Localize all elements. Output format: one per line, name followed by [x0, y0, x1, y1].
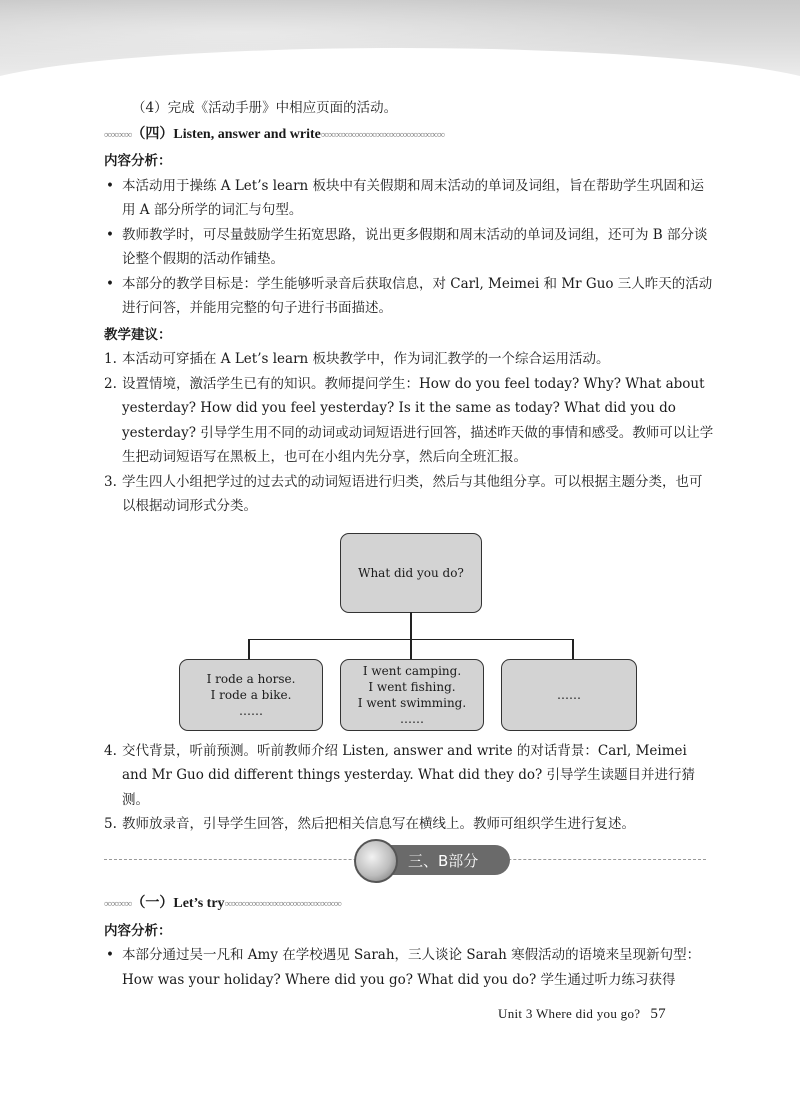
step-number: 5.: [104, 816, 117, 832]
bullet-text: 教师教学时，可尽量鼓励学生拓宽思路，说出更多假期和周末活动的单词及词组，还可为 B 部分谈论整个假期的活动作铺垫。: [122, 226, 708, 267]
part-b-badge: [364, 845, 510, 875]
step-2: [104, 372, 714, 470]
diagram-child-box-2: [340, 659, 484, 731]
bullet-dot: •: [106, 226, 114, 243]
step-text: 教师放录音，引导学生回答，然后把相关信息写在横线上。教师可组织学生进行复述。: [122, 816, 635, 832]
title-dots-right: ∞∞∞∞∞∞∞∞∞∞∞∞∞∞∞∞∞: [224, 898, 341, 910]
section-4-title: [104, 123, 714, 148]
diagram-root-text: What did you do?: [358, 565, 464, 580]
page-number: 57: [650, 1006, 666, 1022]
step-text: 交代背景，听前预测。听前教师介绍 Listen, answer and write 的对话背景：Carl, Meimei and Mr Guo did different things yesterday. What did they do? 引导学生读题目并进行猜测。: [122, 742, 695, 808]
connector-left: [248, 639, 250, 659]
footer-unit: Unit 3 Where did you go?: [498, 1006, 641, 1021]
tree-diagram: [104, 533, 714, 733]
step-number: 3.: [104, 473, 117, 490]
bullet-dot: •: [106, 947, 114, 963]
child-line: I went fishing.: [368, 679, 456, 694]
section-b1-title: [104, 892, 714, 917]
bullet-text: 本部分的教学目标是：学生能够听录音后获取信息，对 Carl, Meimei 和 Mr Guo 三人昨天的活动进行问答，并能用完整的句子进行书面描述。: [122, 275, 713, 316]
step-text: 设置情境，激活学生已有的知识。教师提问学生：How do you feel today? Why? What about yesterday? How did you feel yesterday? Is it the same as today? What did you do yesterday? 引导学生用不同的动词或动词短语进行回答，描述昨天做的事情和感受。教师可以让学生把动词短语写在黑板上，也可在小组内先分享，然后向全班汇报。: [122, 375, 714, 465]
title-dots-right: ∞∞∞∞∞∞∞∞∞∞∞∞∞∞∞∞∞∞: [320, 128, 445, 141]
step-5: [104, 812, 714, 837]
diagram-root-box: [340, 533, 482, 613]
connector-right: [572, 639, 574, 659]
step-number: 1.: [104, 351, 117, 367]
step-number: 4.: [104, 742, 117, 759]
analysis-label: 内容分析：: [104, 153, 172, 169]
analysis-bullet-3: [104, 272, 714, 321]
title-dots-left: ∞∞∞∞: [104, 128, 132, 141]
step-4: [104, 739, 714, 813]
analysis-bullet-1: [104, 174, 714, 223]
child-line: ……: [557, 687, 581, 702]
bullet-dot: •: [106, 177, 114, 194]
page-footer: [498, 1006, 666, 1023]
step-1: [104, 347, 714, 372]
analysis-label-b: 内容分析：: [104, 922, 172, 939]
step-3: [104, 470, 714, 519]
child-line: I rode a bike.: [210, 687, 292, 702]
bullet-text: 本活动用于操练 A Let’s learn 板块中有关假期和周末活动的单词及词组，旨在帮助学生巩固和运用 A 部分所学的词汇与句型。: [122, 177, 705, 218]
bullet-dot: •: [106, 275, 114, 292]
diagram-child-box-1: [179, 659, 323, 731]
connector-middle: [410, 639, 412, 659]
child-line: ……: [400, 711, 424, 726]
title-dots-left: ∞∞∞∞: [104, 898, 132, 910]
badge-emblem-icon: [354, 839, 398, 883]
suggest-label: 教学建议：: [104, 326, 172, 343]
bullet-text: 本部分通过吴一凡和 Amy 在学校遇见 Sarah，三人谈论 Sarah 寒假活动的语境来呈现新句型：How was your holiday? Where did you go? What did you do? 学生通过听力练习获得: [122, 947, 701, 988]
part-b-content: [104, 890, 714, 992]
step-number: 2.: [104, 375, 117, 392]
section-4-title-text: （四）Listen, answer and write: [131, 126, 321, 142]
child-line: I went camping.: [362, 663, 462, 678]
child-line: ……: [239, 703, 263, 718]
step-text: 学生四人小组把学过的过去式的动词短语进行归类，然后与其他组分享。可以根据主题分类，也可以根据动词形式分类。: [122, 473, 703, 514]
child-line: I rode a horse.: [206, 671, 296, 686]
connector-vertical: [410, 612, 412, 640]
step-text: 本活动可穿插在 A Let’s learn 板块教学中，作为词汇教学的一个综合运用活动。: [122, 351, 610, 367]
header-banner: [0, 0, 800, 82]
prev-item-4: （4）完成《活动手册》中相应页面的活动。: [132, 100, 398, 116]
main-content: [104, 96, 714, 837]
analysis-bullet-b1: [104, 943, 714, 992]
analysis-bullet-2: [104, 223, 714, 272]
part-b-label: 三、B部分: [408, 852, 479, 870]
section-b1-title-text: （一）Let’s try: [131, 896, 225, 911]
diagram-child-box-3: [501, 659, 637, 731]
child-line: I went swimming.: [357, 695, 467, 710]
